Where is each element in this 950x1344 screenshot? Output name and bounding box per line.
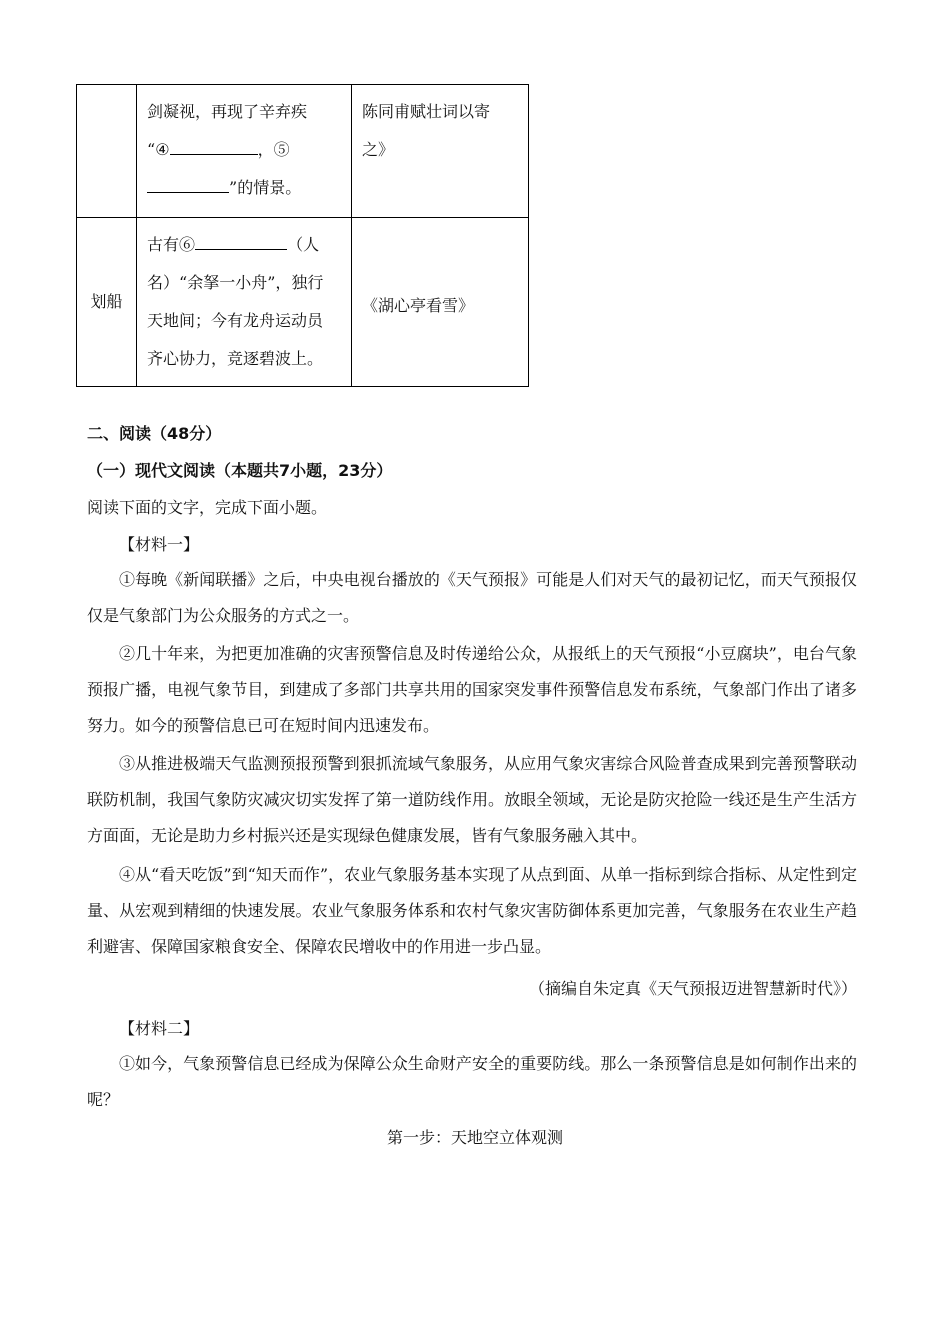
- table-cell-description: 剑凝视，再现了辛弃疾 “④ ，⑤ ”的情景。: [137, 85, 352, 218]
- source-citation: （摘编自朱定真《天气预报迈进智慧新时代》）: [528, 979, 857, 998]
- table-cell-description: 古有⑥ （人 名）“余拏一小舟”，独行 天地间；今有龙舟运动员 齐心协力，竞逐碧波上。: [137, 218, 352, 387]
- table-row: [77, 218, 529, 387]
- paragraph: ①如今，气象预警信息已经成为保障公众生命财产安全的重要防线。那么一条预警信息是如何制作出来的呢？: [87, 1054, 857, 1109]
- paragraph: ①每晚《新闻联播》之后，中央电视台播放的《天气预报》可能是人们对天气的最初记忆，而天气预报仅仅是气象部门为公众服务的方式之一。: [87, 570, 857, 625]
- paragraph: ③从推进极端天气监测预报预警到狠抓流域气象服务，从应用气象灾害综合风险普查成果到完善预警联动联防机制，我国气象防灾减灾切实发挥了第一道防线作用。放眼全领域，无论是防灾抢险一线还是生产生活方方面面，无论是助力乡村振兴还是实现绿色健康发展，皆有气象服务融入其中。: [87, 754, 857, 845]
- instruction-text: 阅读下面的文字，完成下面小题。: [87, 498, 328, 517]
- poem-table: [76, 84, 529, 387]
- step-heading: 第一步：天地空立体观测: [386, 1128, 563, 1147]
- material-label: 【材料一】: [119, 535, 200, 554]
- paragraph: ④从“看天吃饭”到“知天而作”，农业气象服务基本实现了从点到面、从单一指标到综合指标、从定性到定量、从宏观到精细的快速发展。农业气象服务体系和农村气象灾害防御体系更加完善，气象服务在农业生产趋利避害、保障国家粮食安全、保障农民增收中的作用进一步凸显。: [87, 865, 857, 956]
- table-cell-topic: [77, 85, 137, 218]
- section-title: 二、阅读（48分）: [87, 424, 222, 443]
- table-cell-source: 陈同甫赋壮词以寄 之》: [351, 85, 528, 218]
- paragraph: ②几十年来，为把更加准确的灾害预警信息及时传递给公众，从报纸上的天气预报“小豆腐块”，电台气象预报广播，电视气象节目，到建成了多部门共享共用的国家突发事件预警信息发布系统，气象部门作出了诸多努力。如今的预警信息已可在短时间内迅速发布。: [87, 644, 857, 735]
- table-cell-topic: 划船: [77, 218, 137, 387]
- fill-blank-4: [170, 136, 258, 155]
- subsection-title: （一）现代文阅读（本题共7小题，23分）: [87, 461, 393, 480]
- fill-blank-6: [195, 231, 287, 250]
- fill-blank-5: [147, 174, 229, 193]
- table-cell-source: 《湖心亭看雪》: [351, 218, 528, 387]
- table-row: [77, 85, 529, 218]
- material-label: 【材料二】: [119, 1019, 200, 1038]
